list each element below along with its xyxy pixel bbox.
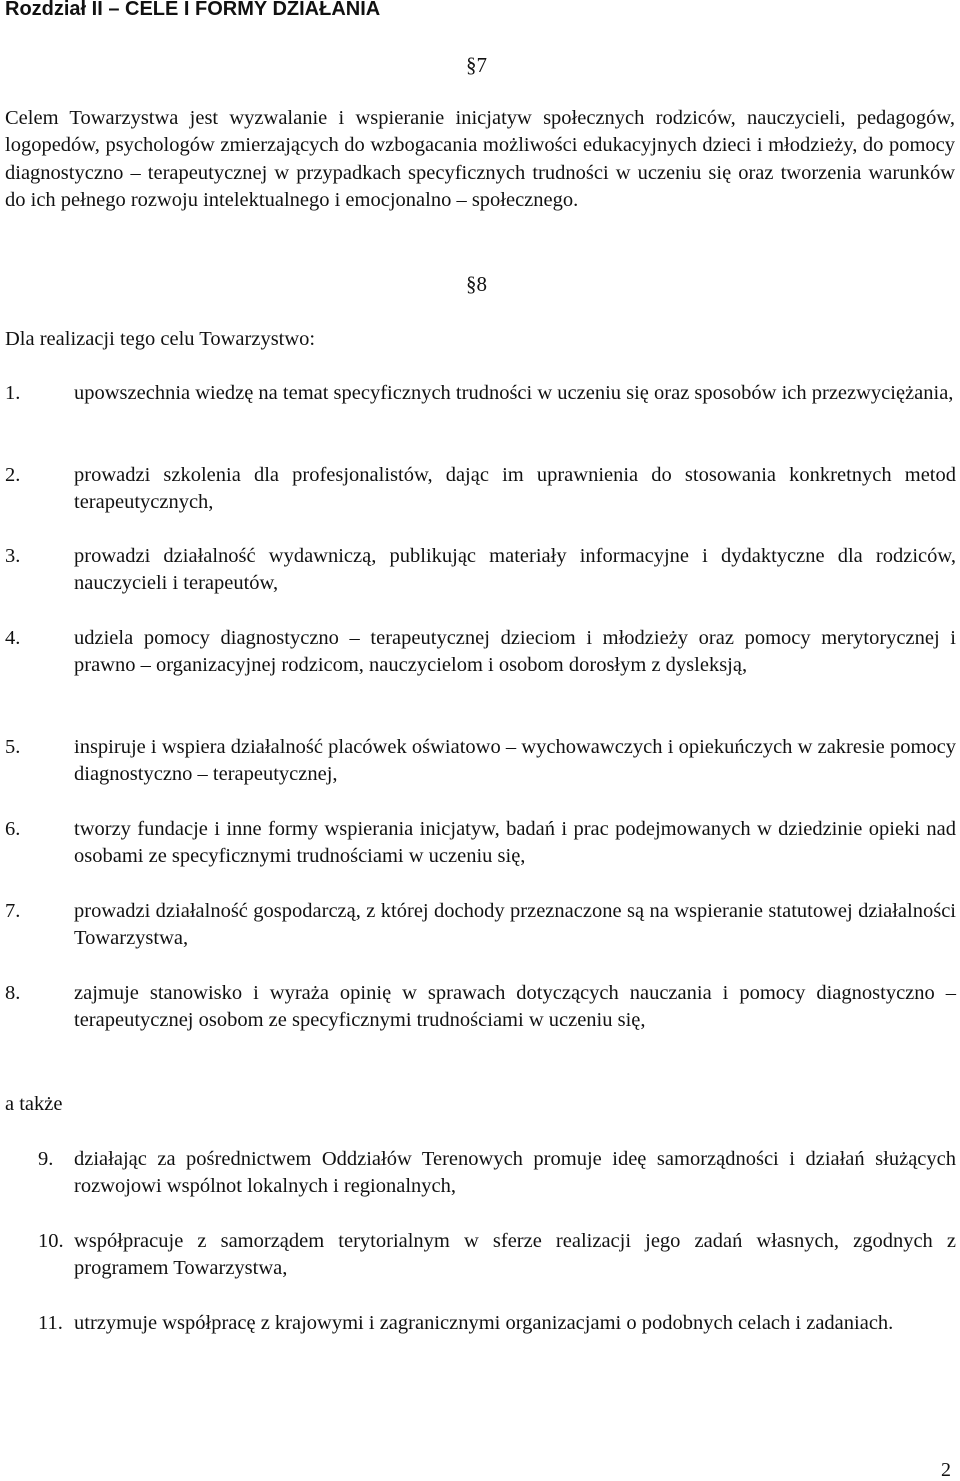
chapter-heading: Rozdział II – CELE I FORMY DZIAŁANIA [5, 0, 381, 20]
section-7-paragraph: Celem Towarzystwa jest wyzwalanie i wspieranie inicjatyw społecznych rodziców, nauczycieli, pedagogów, logopedów, psychologów zmierzających do wzbogacania możliwości edukacyjnych dzieci i młodzieży, do pomocy diagnostyczno – terapeutycznej w przypadkach specyficznych trudności w uczeniu się oraz tworzenia warunków do ich pełnego rozwoju intelektualnego i emocjonalno – społecznego. [5, 107, 955, 211]
list-item [5, 734, 956, 789]
list-item [5, 462, 956, 517]
list-item-text: upowszechnia wiedzę na temat specyficznych trudności w uczeniu się oraz sposobów ich przezwyciężania, [74, 382, 954, 404]
list-item-text: prowadzi działalność gospodarczą, z której dochody przeznaczone są na wspieranie statutowej działalności Towarzystwa, [74, 900, 956, 950]
list-item [5, 543, 956, 598]
list-item-text: utrzymuje współpracę z krajowymi i zagranicznymi organizacjami o podobnych celach i zadaniach. [74, 1312, 894, 1334]
list-item [5, 1146, 956, 1201]
list-item-number: 4. [5, 627, 21, 649]
list-item-number: 10. [38, 1230, 64, 1252]
list-item-number: 1. [5, 382, 21, 404]
list-item [5, 898, 956, 953]
section-mark-7: §7 [466, 53, 487, 77]
list-item [5, 380, 956, 407]
list-item-text: prowadzi działalność wydawniczą, publikując materiały informacyjne i dydaktyczne dla rodziców, nauczycieli i terapeutów, [74, 545, 956, 595]
list-item-text: inspiruje i wspiera działalność placówek oświatowo – wychowawczych i opiekuńczych w zakresie pomocy diagnostyczno – terapeutycznej, [74, 736, 956, 786]
list-item-text: udziela pomocy diagnostyczno – terapeutycznej dzieciom i młodzieży oraz pomocy merytorycznej i prawno – organizacyjnej rodzicom, nauczycielom i osobom dorosłym z dysleksją, [74, 627, 956, 677]
list-item [5, 1228, 956, 1283]
list-item [5, 816, 956, 871]
list-item [5, 1310, 956, 1337]
list-item-text: zajmuje stanowisko i wyraża opinię w sprawach dotyczących nauczania i pomocy diagnostyczno – terapeutycznej osobom ze specyficznymi trudnościami w uczeniu się, [74, 982, 956, 1032]
list-item-text: tworzy fundacje i inne formy wspierania inicjatyw, badań i prac podejmowanych w dziedzinie opieki nad osobami ze specyficznymi trudnościami w uczeniu się, [74, 818, 956, 868]
list-item-number: 9. [38, 1148, 54, 1170]
list-item-text: współpracuje z samorządem terytorialnym w sferze realizacji jego zadań własnych, zgodnych z programem Towarzystwa, [74, 1230, 956, 1280]
list-item-number: 2. [5, 464, 21, 486]
section-mark-8: §8 [466, 272, 487, 296]
list-item-number: 7. [5, 900, 21, 922]
list-item-text: działając za pośrednictwem Oddziałów Terenowych promuje ideę samorządności i działań służących rozwojowi wspólnot lokalnych i regionalnych, [74, 1148, 956, 1198]
list-item [5, 980, 956, 1035]
list-item-text: prowadzi szkolenia dla profesjonalistów, dając im uprawnienia do stosowania konkretnych metod terapeutycznych, [74, 464, 956, 514]
list-item-number: 6. [5, 818, 21, 840]
list-item [5, 625, 956, 680]
list-item-number: 8. [5, 982, 21, 1004]
section-8-intro: Dla realizacji tego celu Towarzystwo: [5, 328, 316, 350]
list-item-number: 5. [5, 736, 21, 758]
also-label: a także [5, 1093, 63, 1115]
list-item-number: 11. [38, 1312, 63, 1334]
list-item-number: 3. [5, 545, 21, 567]
page-number: 2 [941, 1459, 951, 1481]
